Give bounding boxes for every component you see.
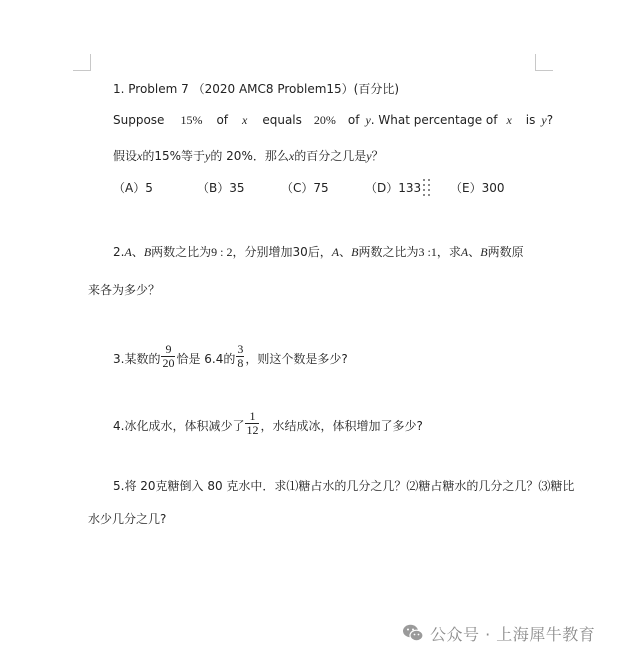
watermark <box>402 622 617 644</box>
problem1-option-c: （C）75 <box>281 181 329 195</box>
problem5-line2: 水少几分之几? <box>88 512 167 526</box>
problem1-chinese <box>113 148 384 164</box>
text: 的百分之几是 <box>294 149 367 163</box>
text: ，则这个数是多少? <box>245 352 348 366</box>
problem3 <box>113 342 348 373</box>
var-b: B <box>143 245 152 259</box>
crop-mark-top-left-h <box>73 70 91 71</box>
problem2-line1 <box>113 244 524 260</box>
var-x: x <box>506 113 512 127</box>
text: 恰是 6.4的 <box>176 352 236 366</box>
var-x: x <box>288 149 295 163</box>
var-y: y <box>365 113 371 127</box>
problem5-line1: 5.将 20克糖倒入 80 克水中．求⑴糖占水的几分之几？⑵糖占糖水的几分之几？⑶糖比 <box>113 479 575 493</box>
var-b: B <box>351 245 359 259</box>
problem1-english <box>113 112 553 128</box>
text: 、 <box>339 245 352 259</box>
fraction <box>245 410 259 437</box>
var-y: y <box>366 149 372 163</box>
text: of <box>347 113 360 127</box>
ratio: 3 :1 <box>418 245 437 259</box>
text: . What percentage of <box>370 113 498 127</box>
text: is <box>525 113 536 127</box>
value-15-percent: 15% <box>180 113 203 127</box>
problem1-option-b: （B）35 <box>197 181 245 195</box>
text: 假设 <box>113 149 138 163</box>
text: ? <box>546 113 554 127</box>
text: equals <box>262 113 302 127</box>
crop-mark-top-right-v <box>535 54 536 71</box>
crop-mark-top-left-v <box>90 54 91 71</box>
problem1-heading: 1. Problem 7 （2020 AMC8 Problem15）(百分比) <box>113 82 400 96</box>
text: 3.某数的 <box>113 352 161 366</box>
problem4 <box>113 409 423 440</box>
text: Suppose <box>113 113 165 127</box>
problem1-option-a: （A）5 <box>113 181 153 195</box>
text: ，分别增加30后， <box>232 245 332 259</box>
text: ，水结成冰，体积增加了多少? <box>260 419 423 433</box>
numerator: 3 <box>237 342 244 356</box>
text: 的 20%．那么 <box>210 149 289 163</box>
var-b: B <box>480 245 488 259</box>
denominator: 20 <box>162 356 175 370</box>
text: 的15%等于 <box>142 149 206 163</box>
text: ？ <box>371 149 384 163</box>
wechat-icon <box>402 623 424 643</box>
fraction <box>236 343 244 370</box>
text: ，求 <box>436 245 461 259</box>
crop-mark-top-right-h <box>535 70 553 71</box>
text: 、 <box>131 245 144 259</box>
problem2-line2: 来各为多少？ <box>88 283 161 297</box>
var-y: y <box>541 113 547 127</box>
var-a: A <box>124 245 132 259</box>
value-20-percent: 20% <box>313 113 336 127</box>
text: 2. <box>113 245 125 259</box>
problem1-option-e: （E）300 <box>450 181 505 195</box>
watermark-text: 公众号 · 上海犀牛教育 <box>430 624 596 644</box>
numerator: 9 <box>161 343 175 357</box>
var-x: x <box>242 113 248 127</box>
var-a: A <box>331 245 340 259</box>
option-d-text: （D）133 <box>365 181 422 195</box>
var-x: x <box>137 149 143 163</box>
denominator: 12 <box>246 423 259 437</box>
text: 两数原 <box>487 245 524 259</box>
var-y: y <box>205 149 211 163</box>
text: 两数之比为 <box>151 245 212 259</box>
numerator: 1 <box>245 410 259 424</box>
text: 4.冰化成水，体积减少了 <box>113 419 245 433</box>
fraction <box>161 343 175 370</box>
text: 两数之比为 <box>358 245 419 259</box>
denominator: 8 <box>237 356 244 370</box>
move-handle-icon[interactable] <box>423 179 431 195</box>
text: of <box>216 113 229 127</box>
var-a: A <box>460 245 469 259</box>
problem1-option-d <box>365 180 431 197</box>
text: 、 <box>468 245 481 259</box>
ratio: 9 : 2 <box>211 245 233 259</box>
